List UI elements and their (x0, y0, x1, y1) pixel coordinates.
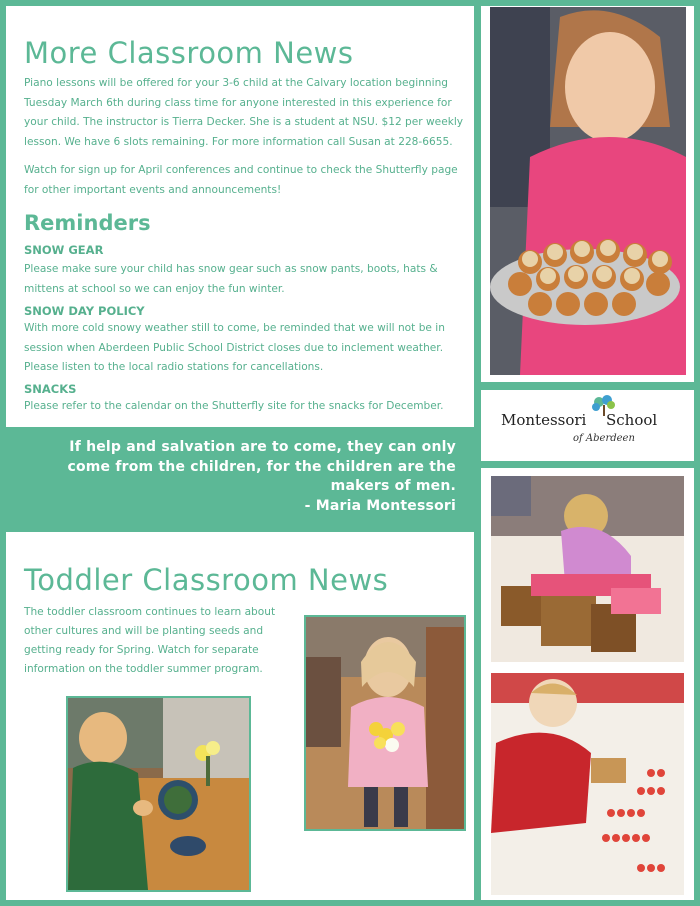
piano-lessons-paragraph: Piano lessons will be offered for your 3-6 child at the Calvary location beginning Tuesday March 6th during class time for anyone interested in this experience for your child. The instructor is Tierra Decker. She is a student at NSU. $12 per weekly lesson. We have 6 slots remaining. For more information call Susan at 228-6655. (24, 77, 464, 148)
pink-tower-photo (491, 476, 684, 662)
logo-word-montessori: Montessori (501, 411, 587, 429)
snacks-text: Please refer to the calendar on the Shutterfly site for the snacks for December. (24, 400, 444, 412)
reminders-title: Reminders (24, 211, 151, 235)
quote-band (6, 427, 474, 532)
snow-gear-heading: SNOW GEAR (24, 243, 104, 257)
snow-gear-text: Please make sure your child has snow gear such as snow pants, boots, hats & mittens at school so we can enjoy the fun winter. (24, 263, 438, 295)
quote-line-1: If help and salvation are to come, they can only (69, 439, 456, 455)
quote-line-2: come from the children, for the children are the (67, 458, 456, 475)
toddler-puzzle-photo (66, 696, 251, 892)
snow-day-heading: SNOW DAY POLICY (24, 304, 145, 318)
quote-line-3: makers of men. (330, 478, 456, 494)
classroom-photos-panel (481, 468, 694, 900)
snow-day-text: With more cold snowy weather still to come, be reminded that we will not be in session when Aberdeen Public School District closes due to inclement weather. Please listen to the local radio stations for cancellations. (24, 322, 445, 373)
muffins-photo-panel (481, 6, 694, 382)
counting-photo (491, 673, 684, 895)
quote-text (36, 438, 456, 516)
girl-muffins-photo (490, 7, 686, 375)
toddler-news-title: Toddler Classroom News (24, 563, 389, 597)
logo-word-school: School (606, 411, 658, 429)
classroom-news-title: More Classroom News (24, 36, 354, 70)
logo-subtitle: of Aberdeen (573, 433, 635, 444)
snacks-heading: SNACKS (24, 382, 77, 396)
conferences-paragraph: Watch for sign up for April conferences and continue to check the Shutterfly page for other important events and announcements! (24, 164, 458, 196)
quote-attribution: - Maria Montessori (304, 497, 456, 514)
main-content-panel (6, 6, 474, 900)
toddler-news-paragraph: The toddler classroom continues to learn about other cultures and will be planting seeds and getting ready for Spring. Watch for separate information on the toddler summer program. (24, 606, 276, 675)
toddler-flowers-photo (304, 615, 466, 831)
logo-panel (481, 390, 694, 461)
